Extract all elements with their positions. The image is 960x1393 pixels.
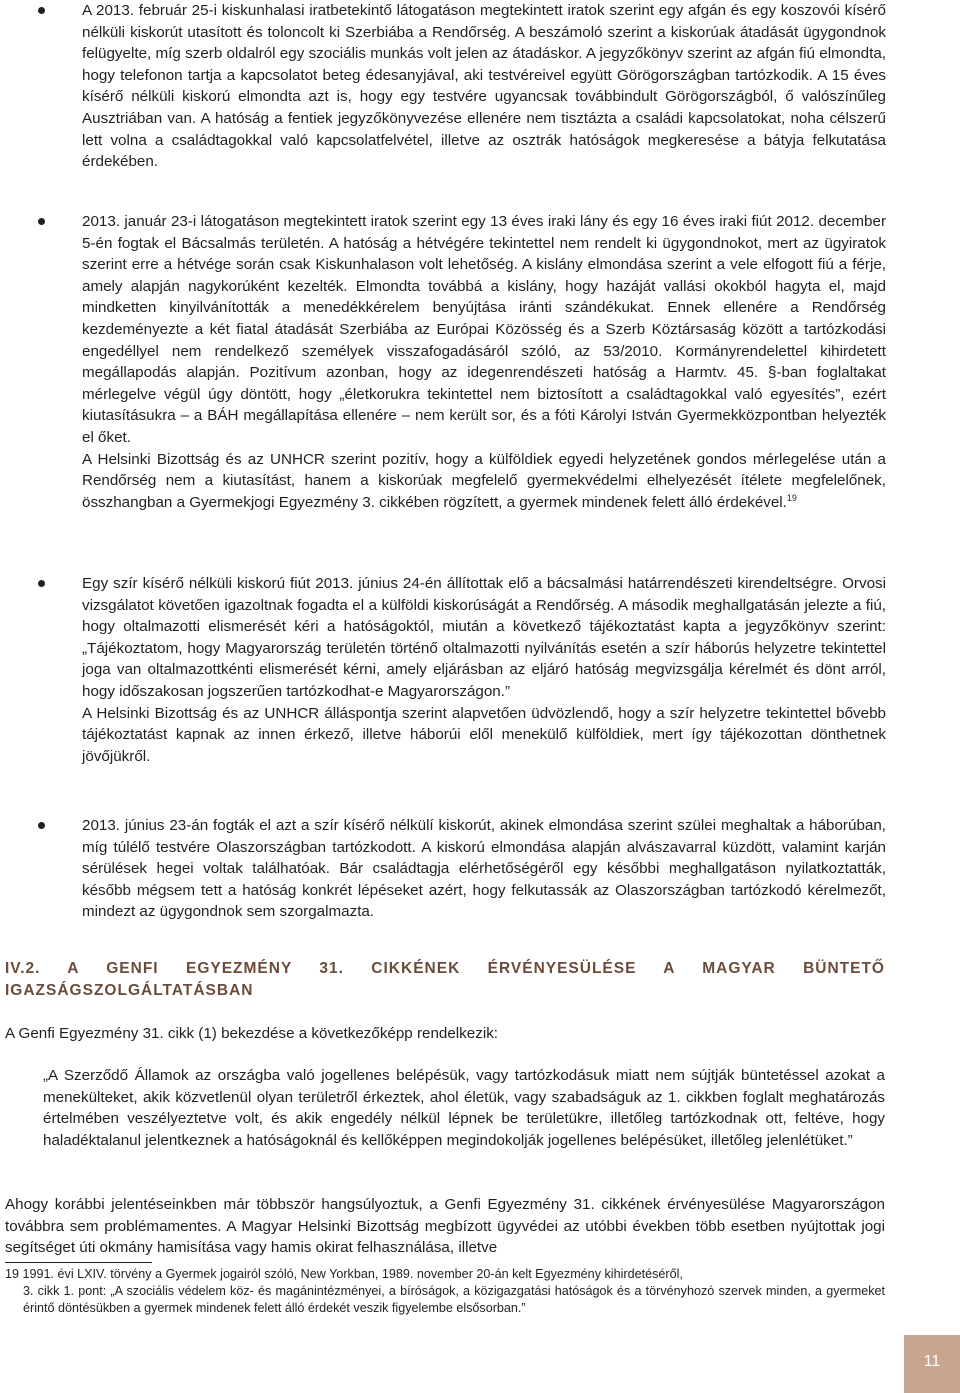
list-item-text xyxy=(82,211,886,513)
page-number: 11 xyxy=(923,1353,941,1370)
section-heading: IV.2. A GENFI EGYEZMÉNY 31. CIKKÉNEK ÉRVÉNYESÜLÉSE A MAGYAR BÜNTETŐ IGAZSÁGSZOLGÁLTATÁSBAN xyxy=(5,960,885,999)
list-item-text xyxy=(82,815,886,923)
intro-paragraph: A Genfi Egyezmény 31. cikk (1) bekezdése a következőképp rendelkezik: xyxy=(5,1025,499,1042)
bullet-icon xyxy=(38,7,45,14)
body-paragraph: Ahogy korábbi jelentéseinkben már többször hangsúlyoztuk, a Genfi Egyezmény 31. cikkének érvényesülése Magyarországon továbbra sem problémamentes. A Magyar Helsinki Bizottság megbízott ügyvédei az utóbbi években több esetben nyújtottak jogi segítséget úti okmány hamisítása vagy hamis okirat felhasználása, illetve xyxy=(5,1196,885,1257)
page-number-tab xyxy=(904,1335,960,1393)
paragraph: 2013. június 23-án fogták el azt a szír kísérő nélkülí kiskorút, akinek elmondása szerint szülei meghaltak a háborúban, míg túlélő testvére Olaszországban tartózkodott. A kiskorú elmondása alapján alvászavarral küzdött, valamint karján sérülések hegei voltak találhatóak. Bár családtagja elérhetőségéről egy későbbi meghallgatáson nyilatkoztatták, később mégsem tett a hatóság konkrét lépéseket azért, hogy felkutassák az Olaszországban tartózkodó kérelmezőt, mindezt az ügygondnok sem szorgalmazta. xyxy=(82,817,886,921)
bullet-icon xyxy=(38,580,45,587)
footnote-number: 19 xyxy=(5,1267,20,1281)
bullet-icon xyxy=(38,822,45,829)
paragraph-text: A Helsinki Bizottság és az UNHCR szerint pozitív, hogy a külföldiek egyedi helyzetének gondos mérlegelése után a Rendőrség nem a kiutasítást, hanem a kiskorúak megfelelő gyermekvédelmi elhelyezését ítélete megfelelőnek, összhangban a Gyermekjogi Egyezmény 3. cikkében rögzített, a gyermek mindenek felett álló érdekével. xyxy=(82,450,886,511)
footnote-text: 1991. évi LXIV. törvény a Gyermek jogairól szóló, New Yorkban, 1989. november 20-án kelt Egyezmény kihirdetéséről, xyxy=(22,1267,683,1281)
footnote-ref: 19 xyxy=(786,492,797,503)
list-item-text xyxy=(82,0,886,173)
bullet-icon xyxy=(38,218,45,225)
footnote-line: 3. cikk 1. pont: „A szociális védelem köz- és magánintézményei, a bíróságok, a közigazgatási hatóságok és a törvényhozó szervek minden, a gyermeket érintő döntésükben a gyermek mindenek felett álló érdekét veszik figyelembe elsősorban.” xyxy=(23,1284,885,1315)
footnote xyxy=(5,1266,885,1317)
footnote-divider xyxy=(5,1262,152,1263)
block-quote: „A Szerződő Államok az országba való jogellenes belépésük, vagy tartózkodásuk miatt nem sújtják büntetéssel azokat a menekülteket, akik közvetlenül olyan területről érkeztek, ahol életük, vagy szabadságuk az 1. cikkben foglalt meghatározás értelmében veszélyeztetve volt, és akik engedély nélkül lépnek be területükre, illetőleg tartózkodnak ott, feltéve, hogy haladéktalanul jelentkeznek a hatóságoknál és kellőképpen megindokolják jogellenes belépésüket, illetőleg jelenlétüket.” xyxy=(43,1067,885,1149)
paragraph: A Helsinki Bizottság és az UNHCR álláspontja szerint alapvetően üdvözlendő, hogy a szír helyzetre tekintettel bővebb tájékoztatást kapnak az innen érkező, illetve háborúi elől menekülő külföldiek, mert így tájékozottan dönthetnek jövőjükről. xyxy=(82,704,886,765)
paragraph xyxy=(82,449,886,514)
paragraph: 2013. január 23-i látogatáson megtekintett iratok szerint egy 13 éves iraki lány és egy 16 éves iraki fiút 2012. december 5-én fogtak el Bácsalmás területén. A hatóság a hétvégére tekintettel nem rendelt ki ügygondnokot, mert az ügyiratok szerint erre a hétvége során csak Kiskunhalason volt lehetőség. A kislány elmondása szerint a vele elfogott fiú a férje, amely alapján nagykorúként kezelték. Elmondta továbbá a kislány, hogy hazáját vallási okokból hagyta el, majd mindketten kinyilvánították a menedékkérelem benyújtása iránti szándékukat. Ennek ellenére a Rendőrség kezdeményezte a két fiatal átadását Szerbiába az Európai Közösség és a Szerb Köztársaság között a tartózkodási engedéllyel nem rendelkező személyek visszafogadásáról szóló, az 53/2010. Kormányrendelettel kihirdetett megállapodás alapján. Pozitívum azonban, hogy az idegenrendészeti hatóság a Harmtv. 45. §-ban foglaltakat mérlegelve végül úgy döntött, hogy „életkorukra tekintettel nem biztosított a családtagokkal való egyesítés”, ezért kiutasításukra – a BÁH megállapítása ellenére – nem került sor, és a fóti Károlyi István Gyermekközpontban helyezték el őket. xyxy=(82,213,886,446)
paragraph: Egy szír kísérő nélküli kiskorú fiút 2013. június 24-én állítottak elő a bácsalmási határrendészeti kirendeltségre. Orvosi vizsgálatot követően igazoltnak fogadta el a külföldi kiskorúságát a Rendőrség. A második meghallgatásán jelezte a fiú, hogy oltalmazotti elismerését kéri a hatóságoktól, miután a következő tájékoztatást kapta a jegyzőkönyv szerint: „Tájékoztatom, hogy Magyarország területén történő oltalmazotti nyilvánítás esetén a szír háborús helyzetre tekintettel joga van oltalmazottkénti elismerését kérni, amely eljárásban az eljáró hatóság megvizsgálja kérelmét és dönt arról, hogy időszakosan jogszerűen tartózkodhat-e Magyarországon.” xyxy=(82,575,886,700)
footnote-line xyxy=(5,1266,885,1283)
list-item-text xyxy=(82,573,886,767)
paragraph: A 2013. február 25-i kiskunhalasi iratbetekintő látogatáson megtekintett iratok szerint egy afgán és egy koszovói kísérő nélküli kiskorút utasított és toloncolt ki Szerbiába a Rendőrség. A beszámoló szerint a kiskorúak átadását ügygondnok felügyelte, míg szerb oldalról egy szociális munkás volt jelen az átadáskor. A jegyzőkönyv szerint az afgán fiú elmondta, hogy telefonon tartja a kapcsolatot beteg édesanyjával, aki testvéreivel együtt Görögországban tartózkodik. A 15 éves kísérő nélküli kiskorú elmondta azt is, hogy egy testvére ugyancsak továbbindult Görögországból, ő valószínűleg Ausztriában van. A hatóság a fentiek jegyzőkönyvezése ellenére nem tisztázta a családi kapcsolatokat, noha célszerű lett volna a családtagokkal való kapcsolatfelvétel, illetve az osztrák hatóságok megkeresése a bátyja felkutatása érdekében. xyxy=(82,2,886,171)
